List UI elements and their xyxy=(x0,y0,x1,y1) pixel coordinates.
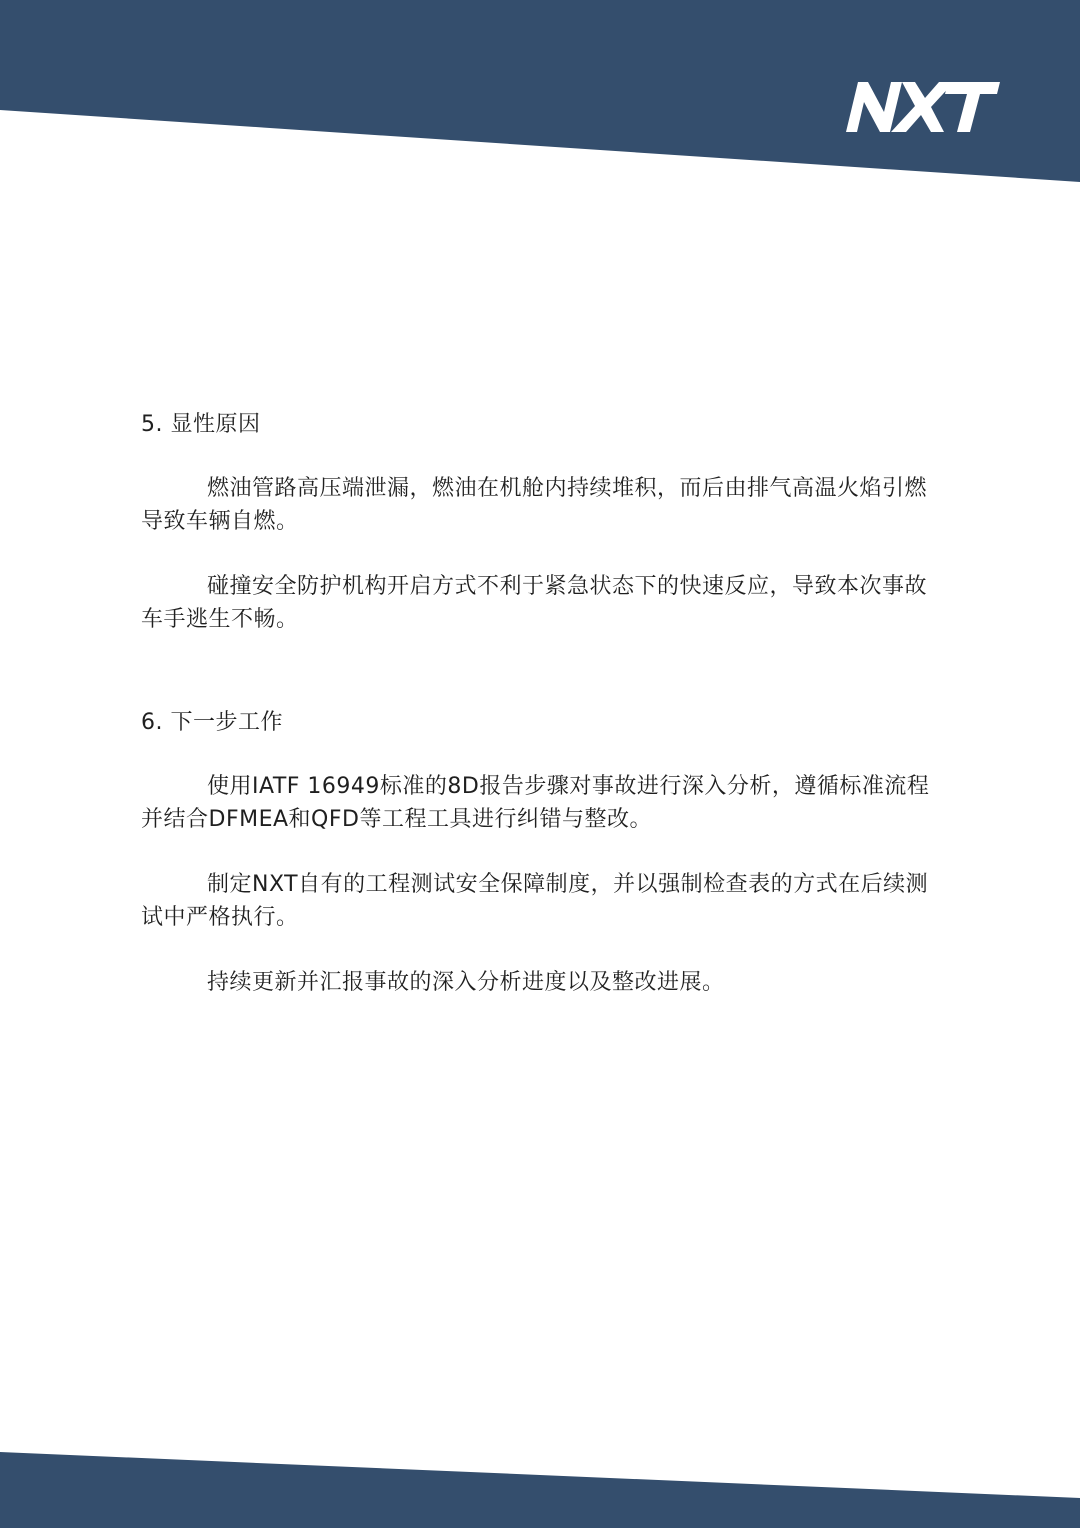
paragraph: 燃油管路高压端泄漏，燃油在机舱内持续堆积，而后由排气高温火焰引燃导致车辆自燃。 xyxy=(141,476,928,534)
paragraph: 持续更新并汇报事故的深入分析进度以及整改进展。 xyxy=(207,970,725,995)
paragraph: 碰撞安全防护机构开启方式不利于紧急状态下的快速反应，导致本次事故车手逃生不畅。 xyxy=(141,574,928,632)
paragraph: 使用IATF 16949标准的8D报告步骤对事故进行深入分析，遵循标准流程并结合DFMEA和QFD等工程工具进行纠错与整改。 xyxy=(141,774,930,832)
nxt-logo xyxy=(844,78,1002,136)
paragraph: 制定NXT自有的工程测试安全保障制度，并以强制检查表的方式在后续测试中严格执行。 xyxy=(141,872,929,930)
section-next-steps xyxy=(141,706,941,999)
document-body xyxy=(141,408,941,1031)
footer-band xyxy=(0,1452,1080,1528)
section-heading: 5. 显性原因 xyxy=(141,412,261,437)
section-explicit-causes xyxy=(141,408,941,636)
section-heading: 6. 下一步工作 xyxy=(141,710,283,735)
